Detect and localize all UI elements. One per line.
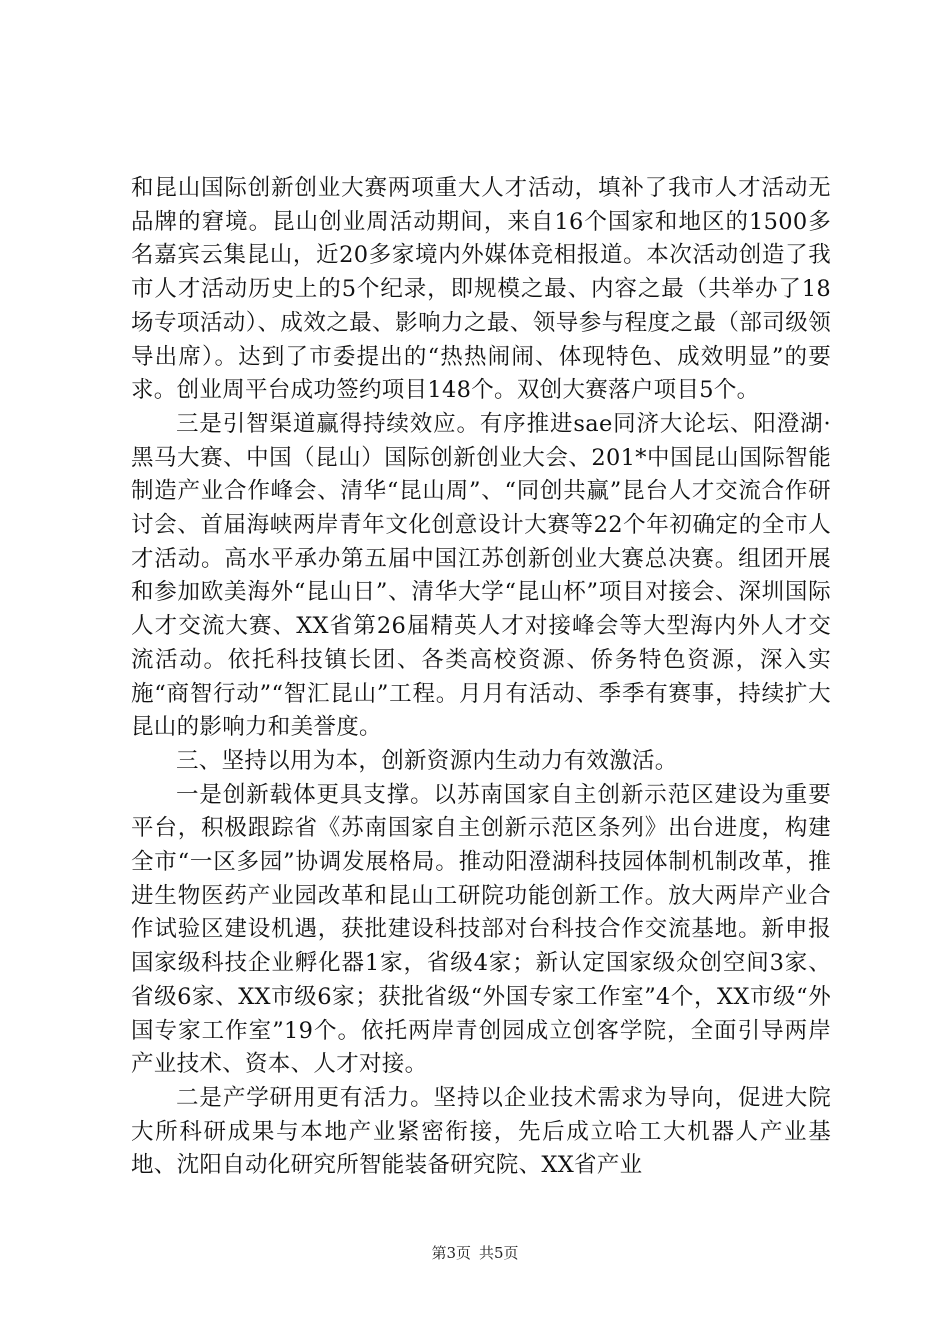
page-footer: [0, 1243, 950, 1263]
section-heading-three: 三、坚持以用为本，创新资源内生动力有效激活。: [176, 747, 678, 774]
paragraph-talent-channels: 三是引智渠道赢得持续效应。有序推进sae同济大论坛、阳澄湖·黑马大赛、中国（昆山）国际创新创业大会、201*中国昆山国际智能制造产业合作峰会、清华“昆山周”、“同创共赢”昆台人才交流合作研讨会、首届海峡两岸青年文化创意设计大赛等22个年初确定的全市人才活动。高水平承办第五届中国江苏创新创业大赛总决赛。组团开展和参加欧美海外“昆山日”、清华大学“昆山杯”项目对接会、深圳国际人才交流大赛、XX省第26届精英人才对接峰会等大型海内外人才交流活动。依托科技镇长团、各类高校资源、侨务特色资源，深入实施“商智行动”“智汇昆山”工程。月月有活动、季季有赛事，持续扩大昆山的影响力和美誉度。: [131, 410, 831, 741]
page-number-total: 共5页: [479, 1244, 519, 1262]
paragraph-industry-research: 二是产学研用更有活力。坚持以企业技术需求为导向，促进大院大所科研成果与本地产业紧密衔接，先后成立哈工大机器人产业基地、沈阳自动化研究所智能装备研究院、XX省产业: [131, 1084, 831, 1179]
paragraph-continuation: 和昆山国际创新创业大赛两项重大人才活动，填补了我市人才活动无品牌的窘境。昆山创业周活动期间，来自16个国家和地区的1500多名嘉宾云集昆山，近20多家境内外媒体竞相报道。本次活动创造了我市人才活动历史上的5个纪录，即规模之最、内容之最（共举办了18场专项活动）、成效之最、影响力之最、领导参与程度之最（部司级领导出席）。达到了市委提出的“热热闹闹、体现特色、成效明显”的要求。创业周平台成功签约项目148个。双创大赛落户项目5个。: [131, 175, 831, 404]
page-number-current: 第3页: [431, 1244, 471, 1262]
document-body: [131, 172, 831, 1183]
paragraph-innovation-carriers: 一是创新载体更具支撑。以苏南国家自主创新示范区建设为重要平台，积极跟踪省《苏南国家自主创新示范区条列》出台进度，构建全市“一区多园”协调发展格局。推动阳澄湖科技园体制机制改革，推进生物医药产业园改革和昆山工研院功能创新工作。放大两岸产业合作试验区建设机遇，获批建设科技部对台科技合作交流基地。新申报国家级科技企业孵化器1家，省级4家；新认定国家级众创空间3家、省级6家、XX市级6家；获批省级“外国专家工作室”4个，XX市级“外国专家工作室”19个。依托两岸青创园成立创客学院，全面引导两岸产业技术、资本、人才对接。: [131, 781, 831, 1078]
